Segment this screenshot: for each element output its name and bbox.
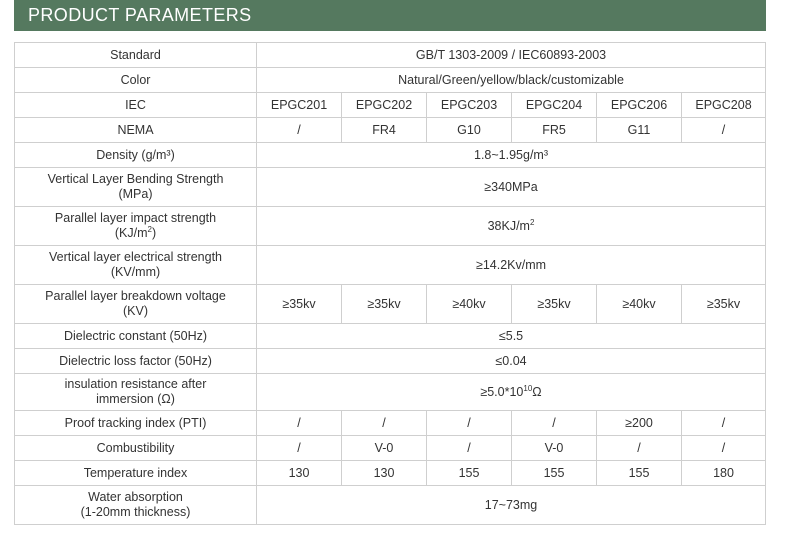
row-label: Dielectric loss factor (50Hz) xyxy=(15,349,257,374)
row-label xyxy=(15,246,257,285)
row-label: Color xyxy=(15,68,257,93)
row-label-line2: (1-20mm thickness) xyxy=(80,505,191,519)
row-label-line2: $(KJ/m^2)$ xyxy=(114,224,157,240)
table-row xyxy=(15,436,766,461)
table-row xyxy=(15,93,766,118)
table-cell: / xyxy=(427,411,512,436)
row-label-line1: Water absorption xyxy=(88,490,183,504)
row-label: NEMA xyxy=(15,118,257,143)
row-label-line2: (KV/mm) xyxy=(110,265,161,279)
table-cell: EPGC201 xyxy=(257,93,342,118)
row-label-line2: (MPa) xyxy=(118,187,153,201)
row-label xyxy=(15,285,257,324)
table-cell: 155 xyxy=(427,461,512,486)
table-cell: / xyxy=(257,436,342,461)
row-label xyxy=(15,207,257,246)
row-label: Standard xyxy=(15,43,257,68)
row-label: Proof tracking index (PTI) xyxy=(15,411,257,436)
table-cell: V-0 xyxy=(342,436,427,461)
table-cell: ≥200 xyxy=(597,411,682,436)
table-cell: ≥35kv xyxy=(512,285,597,324)
row-value: 1.8~1.95g/m³ xyxy=(257,143,766,168)
table-row xyxy=(15,324,766,349)
row-value: $38KJ/m^2$ xyxy=(257,207,766,246)
table-row xyxy=(15,374,766,411)
table-row xyxy=(15,168,766,207)
row-label-line2: (KV) xyxy=(123,304,148,318)
table-cell: ≥35kv xyxy=(257,285,342,324)
table-row xyxy=(15,43,766,68)
table-cell: / xyxy=(342,411,427,436)
table-cell: 130 xyxy=(257,461,342,486)
table-cell: / xyxy=(257,118,342,143)
row-value: 17~73mg xyxy=(257,486,766,525)
table-cell: / xyxy=(682,411,766,436)
row-label: Combustibility xyxy=(15,436,257,461)
table-cell: ≥35kv xyxy=(682,285,766,324)
row-value: ≥340MPa xyxy=(257,168,766,207)
table-cell: EPGC203 xyxy=(427,93,512,118)
table-cell: G11 xyxy=(597,118,682,143)
table-cell: EPGC208 xyxy=(682,93,766,118)
table-cell: 155 xyxy=(512,461,597,486)
table-row xyxy=(15,461,766,486)
table-cell: EPGC202 xyxy=(342,93,427,118)
table-cell: ≥40kv xyxy=(597,285,682,324)
table-row xyxy=(15,68,766,93)
row-label-line1: Parallel layer breakdown voltage xyxy=(45,289,226,303)
row-label-line1: Vertical layer electrical strength xyxy=(49,250,222,264)
table-cell: V-0 xyxy=(512,436,597,461)
row-value: ≥14.2Kv/mm xyxy=(257,246,766,285)
table-cell: 155 xyxy=(597,461,682,486)
table-cell: FR5 xyxy=(512,118,597,143)
row-label xyxy=(15,374,257,411)
table-cell: 130 xyxy=(342,461,427,486)
table-cell: ≥40kv xyxy=(427,285,512,324)
table-cell: EPGC204 xyxy=(512,93,597,118)
table-row xyxy=(15,246,766,285)
row-label-line1: insulation resistance after xyxy=(64,377,207,391)
row-label: Density (g/m³) xyxy=(15,143,257,168)
table-row xyxy=(15,411,766,436)
table-cell: / xyxy=(682,436,766,461)
table-row xyxy=(15,118,766,143)
row-label: IEC xyxy=(15,93,257,118)
row-value: $\ge 5.0*10^{10}\Omega$ xyxy=(257,374,766,411)
table-cell: EPGC206 xyxy=(597,93,682,118)
row-value: ≤0.04 xyxy=(257,349,766,374)
row-value: ≤5.5 xyxy=(257,324,766,349)
table-row xyxy=(15,207,766,246)
row-label: Dielectric constant (50Hz) xyxy=(15,324,257,349)
table-cell: / xyxy=(512,411,597,436)
table-cell: / xyxy=(257,411,342,436)
section-header xyxy=(14,0,766,31)
table-row xyxy=(15,143,766,168)
table-cell: / xyxy=(597,436,682,461)
parameters-table xyxy=(14,42,766,525)
row-label xyxy=(15,168,257,207)
row-label-line2: immersion (Ω) xyxy=(96,392,175,406)
row-label-line1: Parallel layer impact strength xyxy=(54,211,217,225)
table-cell: FR4 xyxy=(342,118,427,143)
table-row xyxy=(15,486,766,525)
row-label-line1: Vertical Layer Bending Strength xyxy=(47,172,224,186)
table-cell: / xyxy=(682,118,766,143)
row-value: GB/T 1303-2009 / IEC60893-2003 xyxy=(257,43,766,68)
row-value: Natural/Green/yellow/black/customizable xyxy=(257,68,766,93)
table-cell: ≥35kv xyxy=(342,285,427,324)
table-cell: 180 xyxy=(682,461,766,486)
table-row xyxy=(15,285,766,324)
row-label xyxy=(15,486,257,525)
row-label: Temperature index xyxy=(15,461,257,486)
table-row xyxy=(15,349,766,374)
section-title: PRODUCT PARAMETERS xyxy=(28,5,252,25)
table-cell: / xyxy=(427,436,512,461)
table-cell: G10 xyxy=(427,118,512,143)
